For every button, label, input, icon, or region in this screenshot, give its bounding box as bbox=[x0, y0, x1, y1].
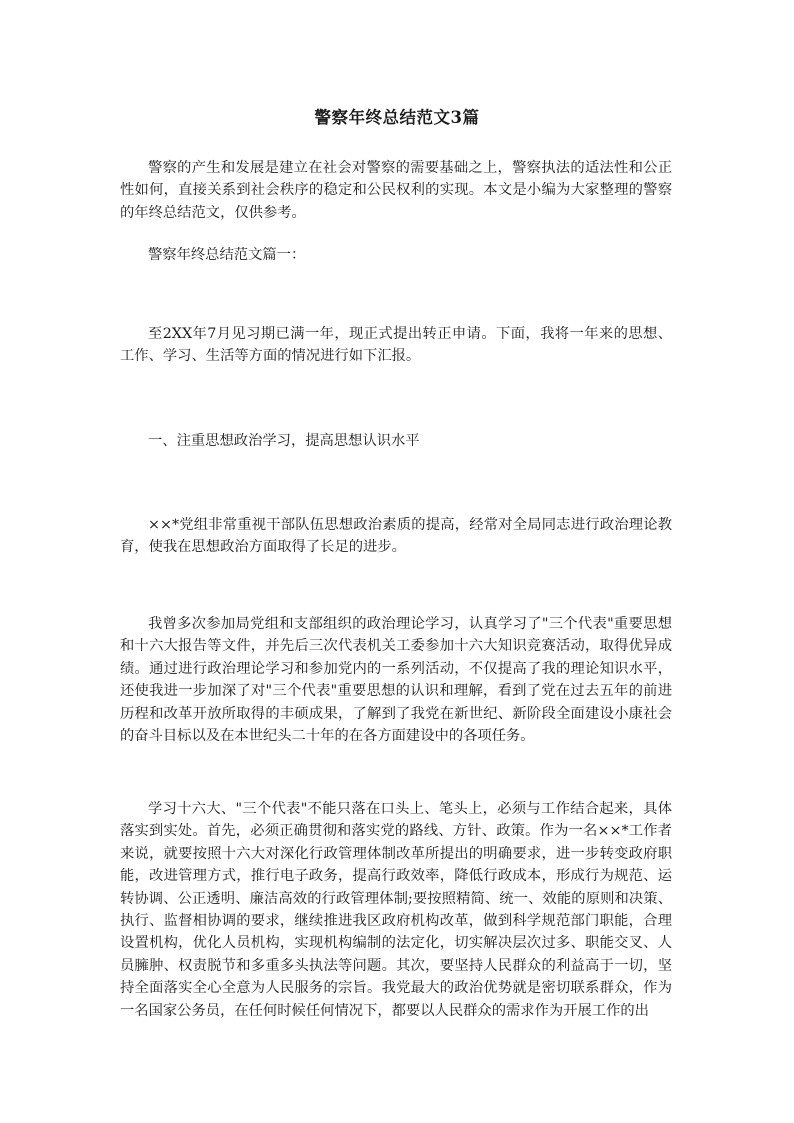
intro-paragraph: 警察的产生和发展是建立在社会对警察的需要基础之上，警察执法的适法性和公正性如何，直接关系到社会秩序的稳定和公民权利的实现。本文是小编为大家整理的警察的年终总结范文，仅供参考。 bbox=[120, 160, 672, 221]
section-heading-part-one: 警察年终总结范文篇一： bbox=[148, 247, 306, 263]
implementation-paragraph: 学习十六大、"三个代表"不能只落在口头上、笔头上，必须与工作结合起来，具体落实到实处。首先，必须正确贯彻和落实党的路线、方针、政策。作为一名××*工作者来说，就要按照十六大对深化行政管理体制改革所提出的明确要求，进一步转变政府职能，改进管理方式，推行电子政务，提高行政效率，降低行政成本，形成行为规范、运转协调、公正透明、廉洁高效的行政管理体制;要按照精简、统一、效能的原则和决策、执行、监督相协调的要求，继续推进我区政府机构改革，做到科学规范部门职能，合理设置机构，优化人员机构，实现机构编制的法定化，切实解决层次过多、职能交叉、人员臃肿、权责脱节和多重多头执法等问题。其次，要坚持人民群众的利益高于一切，坚持全面落实全心全意为人民服务的宗旨。我党最大的政治优势就是密切联系群众，作为一名国家公务员，在任何时候任何情况下，都要以人民群众的需求作为开展工作的出 bbox=[120, 801, 672, 1019]
theory-study-paragraph: 我曾多次参加局党组和支部组织的政治理论学习，认真学习了"三个代表"重要思想和十六大报告等文件，并先后三次代表机关工委参加十六大知识竞赛活动，取得优异成绩。通过进行政治理论学习和参加党内的一系列活动，不仅提高了我的理论知识水平，还使我进一步加深了对"三个代表"重要思想的认识和理解，看到了党在过去五年的前进历程和改革开放所取得的丰硕成果，了解到了我党在新世纪、新阶段全面建设小康社会的奋斗目标以及在本世纪头二十年的在各方面建设中的各项任务。 bbox=[120, 616, 672, 745]
document-title: 警察年终总结范文3篇 bbox=[314, 108, 480, 127]
probation-paragraph: 至2XX年7月见习期已满一年，现正式提出转正申请。下面，我将一年来的思想、工作、学习、生活等方面的情况进行如下汇报。 bbox=[120, 326, 672, 365]
section-heading-political-study: 一、注重思想政治学习，提高思想认识水平 bbox=[148, 433, 420, 449]
party-education-paragraph: ××*党组非常重视干部队伍思想政治素质的提高，经常对全局同志进行政治理论教育，使我在思想政治方面取得了长足的进步。 bbox=[120, 517, 672, 556]
